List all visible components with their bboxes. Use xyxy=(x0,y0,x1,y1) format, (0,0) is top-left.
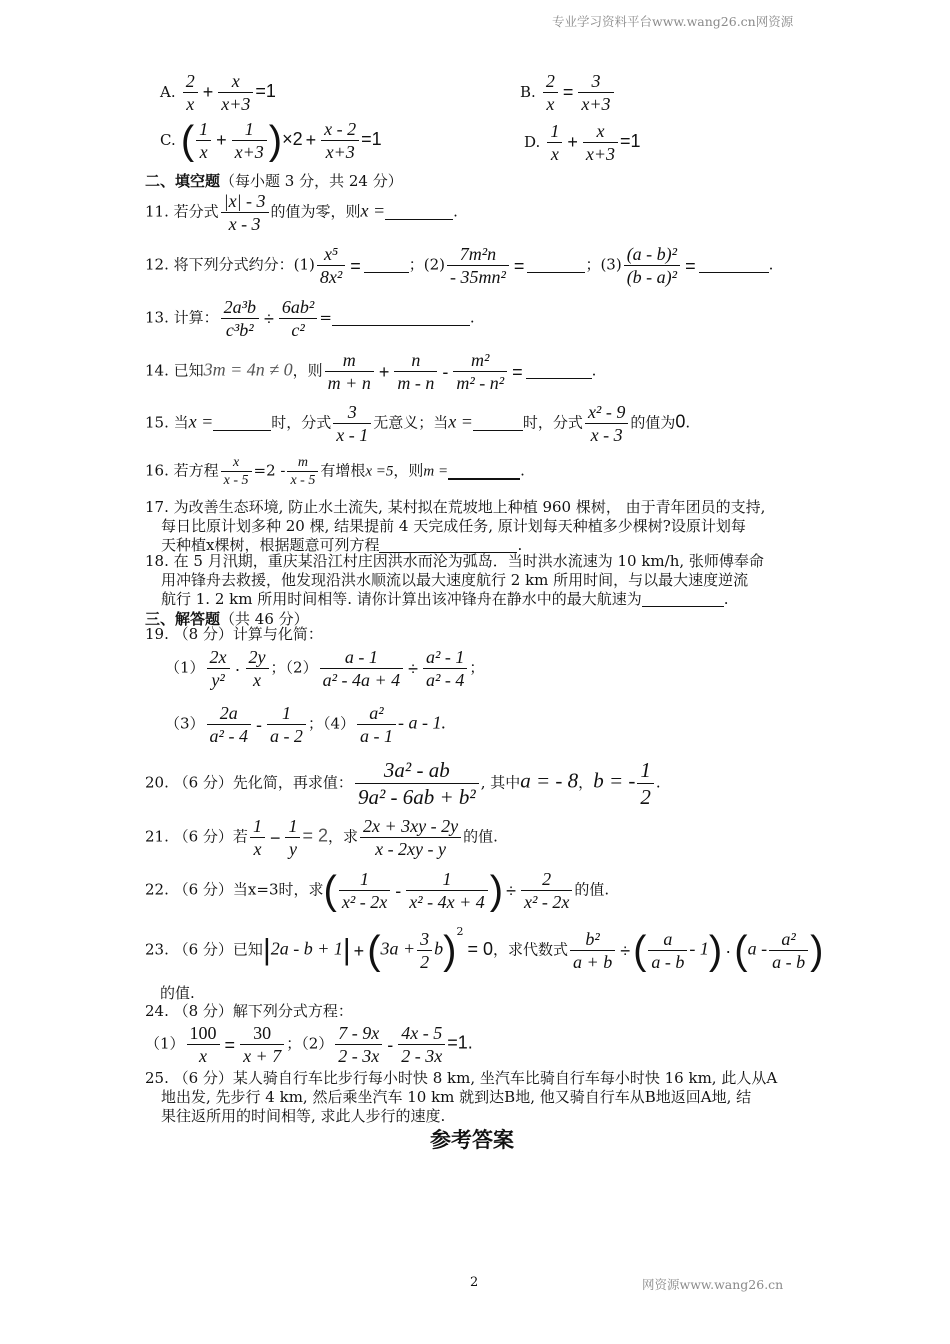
q16-var: m = xyxy=(423,463,449,480)
option-b-label: B. xyxy=(520,83,536,101)
fraction: $\frac{\text{a²}}{a - b}$ xyxy=(769,928,808,973)
option-a-label: A. xyxy=(160,83,176,101)
q25-line: 果往返所用的时间相等, 求此人步行的速度. xyxy=(161,1107,446,1125)
q24-equations xyxy=(145,1022,473,1067)
q14-end: . xyxy=(591,361,597,380)
answer-blank[interactable] xyxy=(642,593,724,607)
option-d-label: D. xyxy=(524,133,541,151)
q21-mid: ，求 xyxy=(327,827,358,846)
q14-condition: 3m = 4n ≠ 0 xyxy=(203,359,293,380)
q23-power: 2 xyxy=(456,924,464,938)
section-3-note: （共 46 分） xyxy=(220,610,309,628)
fraction: $\frac{x}{x+3}$ xyxy=(583,120,618,165)
fraction: $\frac{n}{m - n}$ xyxy=(394,349,437,394)
equals-sign: = xyxy=(319,308,332,327)
fraction: $\frac{1}{x}$ xyxy=(196,118,211,163)
page-number: 2 xyxy=(470,1275,479,1290)
section-2-title: 二、填空题 xyxy=(145,172,221,190)
q19-part3-label: （3） xyxy=(165,714,205,733)
question-20: 20. （6 分）先化简，再求值： $\frac{\text{3a² - ab}}{\text{9a² - 6ab + b²}}$ , 其中a = - 8，b = - $\frac{1}{2}$ . xyxy=(145,758,661,809)
fraction: $\frac{30}{x + 7}$ xyxy=(240,1022,284,1067)
answer-blank[interactable] xyxy=(526,364,592,379)
answer-blank[interactable] xyxy=(473,416,523,431)
fraction: $\frac{\text{m²}}{\text{m² - n²}}$ xyxy=(453,349,507,394)
fraction: $\frac{\text{a²}}{a - 1}$ xyxy=(357,702,396,747)
q20-end: . xyxy=(655,773,661,792)
question-16 xyxy=(145,454,525,489)
fraction: $\frac{2x}{\text{y²}}$ xyxy=(207,646,230,691)
q23-square-part: 3a + xyxy=(380,938,416,959)
q11-var: x = xyxy=(360,200,386,221)
q11-prefix: 11. 若分式 xyxy=(145,202,219,221)
question-14: 14. 已知3m = 4n ≠ 0，则 $\frac{m}{m + n}$ + $\frac{n}{m - n}$ - $\frac{\text{m²}}{\text{m² - n²}}$ = . xyxy=(145,350,597,393)
q12-part3: ；(3) xyxy=(585,255,622,274)
q21-prefix: 21. （6 分）若 xyxy=(145,827,248,846)
divide-sign: ÷ xyxy=(620,940,631,961)
q14-mid: ，则 xyxy=(292,361,323,380)
option-c-label: C. xyxy=(160,131,176,149)
question-12: 12. 将下列分式约分：(1) $\frac{\text{x⁵}}{\text{8x²}}$ = ；(2) $\frac{\text{7m²n}}{\text{- 35mn²}}$ = ；(3) $\frac{\text{(a - b)²}}{\text{(b - a)²}}$ = . xyxy=(145,244,774,287)
q16-text1: 有增根 xyxy=(320,461,366,480)
q17-line: 天种植x棵树，根据题意可列方程 xyxy=(161,536,380,554)
q23-abs-expr: 2a - b + 1 xyxy=(270,938,343,959)
option-c: C. ( $\frac{1}{x}$ + $\frac{1}{x+3}$ )×2 + $\frac{x - 2}{x+3}$ =1 xyxy=(160,118,382,163)
fraction: $\frac{2x + 3xy - 2y}{x - 2xy - y}$ xyxy=(360,815,461,860)
semicolon: ； xyxy=(469,658,485,677)
answer-blank[interactable] xyxy=(448,464,520,480)
fraction: $\frac{\text{a² - 1}}{\text{a² - 4}}$ xyxy=(423,646,467,691)
plus-sign: + xyxy=(353,940,365,961)
answer-blank[interactable] xyxy=(332,311,470,326)
q22-prefix: 22. （6 分）当x=3时，求 xyxy=(145,880,324,899)
q17-end: . xyxy=(517,536,523,554)
q20-mid: , 其中 xyxy=(480,773,521,792)
q15-var: x = xyxy=(448,411,473,432)
fraction: $\frac{2a}{\text{a² - 4}}$ xyxy=(207,702,251,747)
fraction: $\frac{\text{2a³b}}{\text{c³b²}}$ xyxy=(221,296,259,341)
fraction: $\frac{x - 2}{x+3}$ xyxy=(321,118,359,163)
minus-sign: - xyxy=(255,714,262,735)
q23-equals-zero: = 0 xyxy=(467,938,494,959)
q22-end: 的值. xyxy=(574,880,610,899)
q17-line: 每日比原计划多种 20 棵, 结果提前 4 天完成任务, 原计划每天种植多少棵树?设原计划每 xyxy=(161,517,746,535)
q16-root: x =5 xyxy=(365,463,394,480)
fraction: $\frac{7 - 9x}{2 - 3x}$ xyxy=(335,1022,382,1067)
minus-sign: - xyxy=(387,1034,394,1055)
times-two: ×2 xyxy=(282,129,303,149)
fraction: $\frac{|x| - 3}{x - 3}$ xyxy=(221,190,269,235)
fraction: $\frac{\text{3a² - ab}}{\text{9a² - 6ab + b²}}$ xyxy=(355,757,479,810)
q13-prefix: 13. 计算： xyxy=(145,308,219,327)
equals-one: =1 xyxy=(361,129,382,149)
option-d: D. $\frac{1}{x}$ + $\frac{x}{x+3}$ =1 xyxy=(524,121,641,164)
q21-end: 的值. xyxy=(463,827,498,846)
question-11 xyxy=(145,190,458,235)
q23-minus-one: - 1 xyxy=(689,938,709,959)
fraction: $\frac{1}{a - 2}$ xyxy=(267,702,306,747)
q13-end: . xyxy=(469,308,475,327)
fraction: $\frac{3}{x - 1}$ xyxy=(333,401,371,446)
answers-title: 参考答案 xyxy=(430,1127,514,1152)
q23-mid: ，求代数式 xyxy=(493,940,569,959)
dot-sign: · xyxy=(725,940,732,961)
answer-blank[interactable] xyxy=(385,205,453,220)
q20-a-value: a = - 8 xyxy=(520,768,579,793)
q16-end: . xyxy=(520,461,525,480)
q15-prefix: 15. 当 xyxy=(145,413,189,432)
fraction: $\frac{2}{x}$ xyxy=(543,70,558,115)
fraction: $\frac{2}{x}$ xyxy=(183,70,198,115)
fraction: $\frac{1}{x+3}$ xyxy=(232,118,267,163)
section-2-heading xyxy=(145,170,403,191)
question-23: 23. （6 分）已知|2a - b + 1| +(3a + $\frac{3}{2}$ b)$^2$= 0，求代数式 $\frac{\text{b²}}{a + b}$ ÷( $\frac{a}{a - b}$ - 1) ·(a - $\frac{\text{a²}}{a - b}$ ) xyxy=(145,924,824,973)
divide-sign: ÷ xyxy=(506,880,516,901)
q15-var: x = xyxy=(188,411,214,432)
q19-part1-label: （1） xyxy=(165,658,205,677)
q19-title: 19. （8 分）计算与化简： xyxy=(145,625,323,643)
section-2-note: （每小题 3 分，共 24 分） xyxy=(220,172,403,190)
question-25 xyxy=(145,1069,777,1126)
q23-tail: 的值. xyxy=(160,984,195,1002)
answer-blank[interactable] xyxy=(379,539,517,553)
header-source: 专业学习资料平台www.wang26.cn网资源 xyxy=(552,14,794,29)
q11-end: . xyxy=(453,202,458,221)
q15-text1: 时，分式 xyxy=(271,413,332,432)
q23-square-var: b xyxy=(434,938,444,959)
fraction: $\frac{x}{x+3}$ xyxy=(218,70,253,115)
fraction: $\frac{m}{m + n}$ xyxy=(325,349,374,394)
fraction: $\frac{1}{x}$ xyxy=(547,120,562,165)
q18-end: . xyxy=(723,590,729,608)
q17-line: 17. 为改善生态环境, 防止水土流失, 某村拟在荒坡地上种植 960 棵树， 由于青年团员的支持, xyxy=(145,498,766,516)
q16-text2: ，则 xyxy=(393,461,424,480)
option-a: A. $\frac{2}{x}$ + $\frac{x}{x+3}$ =1 xyxy=(160,71,276,114)
fraction: $\frac{2}{\text{x² - 2x}}$ xyxy=(521,868,572,913)
q19-part4-label: ；（4） xyxy=(307,714,355,733)
dot-sign: · xyxy=(234,658,241,679)
fraction: $\frac{4x - 5}{2 - 3x}$ xyxy=(398,1022,445,1067)
fraction: $\frac{a}{a - b}$ xyxy=(648,928,687,973)
question-15 xyxy=(145,401,690,446)
divide-sign: ÷ xyxy=(408,658,419,679)
fraction: $\frac{3}{2}$ xyxy=(417,928,432,973)
q21-equals: = 2 xyxy=(302,825,328,846)
answer-blank[interactable] xyxy=(364,258,409,273)
fraction: $\frac{2y}{x}$ xyxy=(246,646,269,691)
q19-part4-tail: - a - 1. xyxy=(397,712,446,733)
fraction: $\frac{1}{\text{x² - 2x}}$ xyxy=(339,868,390,913)
divide-sign: ÷ xyxy=(264,308,274,329)
fraction: $\frac{\text{x² - 9}}{x - 3}$ xyxy=(585,401,628,446)
q19-row-2 xyxy=(165,702,446,747)
q15-text3: 时，分式 xyxy=(522,413,583,432)
fraction: $\frac{\text{6ab²}}{\text{c²}}$ xyxy=(279,296,317,341)
q14-prefix: 14. 已知 xyxy=(145,361,204,380)
q12-part2: ；(2) xyxy=(408,255,446,274)
q18-line: 18. 在 5 月汛期，重庆某沿江村庄因洪水而沦为弧岛．当时洪水流速为 10 km/h, 张师傅奉命 xyxy=(145,552,764,570)
q19-part2-label: ；（2） xyxy=(270,658,318,677)
question-13 xyxy=(145,296,475,341)
question-21 xyxy=(145,815,498,860)
question-22: 22. （6 分）当x=3时，求( $\frac{1}{\text{x² - 2x}}$ - $\frac{1}{\text{x² - 4x + 4}}$ ) ÷ $\frac{2}{\text{x² - 2x}}$ 的值. xyxy=(145,868,610,913)
q16-prefix: 16. 若方程 xyxy=(145,461,219,480)
minus-sign: - xyxy=(395,880,402,901)
q24-part1-label: （1） xyxy=(145,1034,185,1053)
q19-row-1 xyxy=(165,646,484,691)
q12-end: . xyxy=(768,255,774,274)
semicolon: ； xyxy=(286,1034,302,1053)
answer-blank[interactable] xyxy=(213,416,271,431)
equals-one: =1 xyxy=(620,131,641,151)
q18-line: 航行 1. 2 km 所用时间相等. 请你计算出该冲锋舟在静水中的最大航速为 xyxy=(161,590,642,608)
q16-mid: =2 - xyxy=(253,461,286,480)
fraction: $\frac{1}{\text{x² - 4x + 4}}$ xyxy=(406,868,488,913)
fraction: $\frac{100}{x}$ xyxy=(187,1022,220,1067)
equals-sign: = xyxy=(224,1034,236,1055)
q25-line: 25. （6 分）某人骑自行车比步行每小时快 8 km, 坐汽车比骑自行车每小时快 16 km, 此人从A xyxy=(145,1069,778,1087)
q15-text4: 的值为 xyxy=(630,413,676,432)
fraction: $\frac{3}{x+3}$ xyxy=(578,70,613,115)
q15-zero: 0 xyxy=(675,411,686,432)
equals-one: =1 xyxy=(255,81,276,101)
fraction: $\frac{a - 1}{\text{a² - 4a + 4}}$ xyxy=(320,646,404,691)
q24-title: 24. （8 分）解下列分式方程： xyxy=(145,1002,353,1020)
q20-prefix: 20. （6 分）先化简，再求值： xyxy=(145,773,353,792)
answer-blank[interactable] xyxy=(527,258,585,273)
q24-part2-label: （2） xyxy=(301,1034,334,1053)
q18-line: 用冲锋舟去救援，他发现沿洪水顺流以最大速度航行 2 km 所用时间，与以最大速度逆流 xyxy=(161,571,749,589)
question-17 xyxy=(145,498,765,555)
q15-text2: 无意义；当 xyxy=(373,413,449,432)
q12-prefix: 12. 将下列分式约分：(1) xyxy=(145,255,315,274)
fraction: $\frac{\text{b²}}{a + b}$ xyxy=(570,928,615,973)
equals-one: =1. xyxy=(447,1032,473,1053)
q11-mid: 的值为零，则 xyxy=(270,202,361,221)
fraction: $\frac{\text{(a - b)²}}{\text{(b - a)²}}$ xyxy=(624,243,680,288)
fraction: $\frac{\text{7m²n}}{\text{- 35mn²}}$ xyxy=(447,243,509,288)
q23-prefix: 23. （6 分）已知 xyxy=(145,940,263,959)
q15-end: . xyxy=(685,413,691,432)
fraction: $\frac{1}{x}$ xyxy=(250,815,265,860)
fraction: $\frac{m}{x - 5}$ xyxy=(287,454,318,489)
footer-source: 网资源www.wang26.cn xyxy=(642,1277,784,1292)
answer-blank[interactable] xyxy=(699,258,769,273)
fraction: $\frac{\text{x⁵}}{\text{8x²}}$ xyxy=(317,243,345,288)
option-b: B. $\frac{2}{x}$ = $\frac{3}{x+3}$ xyxy=(520,70,616,115)
fraction: $\frac{1}{y}$ xyxy=(285,815,300,860)
minus-sign: − xyxy=(269,827,281,848)
question-18 xyxy=(145,552,764,609)
q25-line: 地出发, 先步行 4 km, 然后乘坐汽车 10 km 就到达B地, 他又骑自行车从B地返回A地, 结 xyxy=(161,1088,752,1106)
q20-b-value: b = - xyxy=(593,768,636,793)
q23-last-part: a - xyxy=(747,938,768,959)
section-3-title: 三、解答题 xyxy=(145,610,221,628)
fraction: $\frac{1}{2}$ xyxy=(637,757,654,810)
fraction: $\frac{x}{x - 5}$ xyxy=(221,454,252,489)
